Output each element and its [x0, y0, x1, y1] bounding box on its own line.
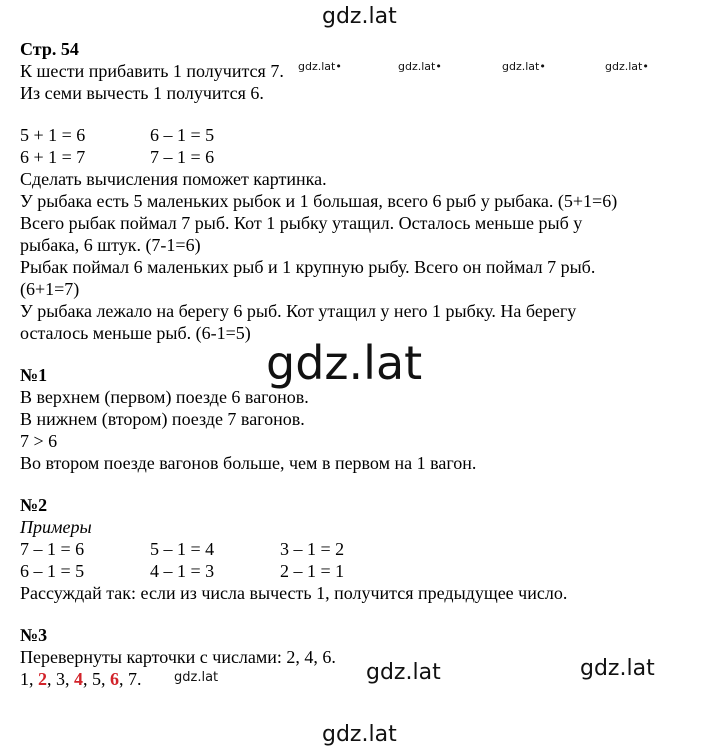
seq-part-red: 4: [74, 669, 83, 689]
task2-subtitle: Примеры: [20, 517, 92, 537]
watermark-small-5: gdz.lat: [174, 670, 219, 685]
text-line: осталось меньше рыб. (6-1=5): [20, 323, 251, 343]
equation: 7 – 1 = 6: [20, 539, 85, 559]
seq-part-red: 6: [110, 669, 119, 689]
text-line: Во втором поезде вагонов больше, чем в первом на 1 вагон.: [20, 453, 477, 473]
equation: 5 – 1 = 4: [150, 539, 215, 559]
text-line: К шести прибавить 1 получится 7.: [20, 61, 284, 81]
watermark-right-mid: gdz.lat: [580, 656, 655, 681]
task1-header: №1: [20, 365, 48, 385]
equation: 2 – 1 = 1: [280, 561, 345, 581]
text-line: Перевернуты карточки с числами: 2, 4, 6.: [20, 647, 336, 667]
task2-header: №2: [20, 495, 48, 515]
watermark-top: gdz.lat: [322, 4, 397, 29]
text-line: Из семи вычесть 1 получится 6.: [20, 83, 264, 103]
equation: 4 – 1 = 3: [150, 561, 215, 581]
text-line: Всего рыбак поймал 7 рыб. Кот 1 рыбку утащил. Осталось меньше рыб у: [20, 213, 583, 233]
text-line: Рыбак поймал 6 маленьких рыб и 1 крупную рыбу. Всего он поймал 7 рыб.: [20, 257, 596, 277]
seq-part-red: 2: [38, 669, 47, 689]
watermark-small-3: gdz.lat•: [502, 60, 546, 73]
number-sequence: [20, 668, 142, 690]
seq-part: , 3,: [47, 669, 74, 689]
watermark-center: gdz.lat: [266, 336, 423, 390]
text-line: У рыбака лежало на берегу 6 рыб. Кот утащил у него 1 рыбку. На берегу: [20, 301, 577, 321]
text-line: (6+1=7): [20, 279, 80, 299]
seq-part: 1,: [20, 669, 38, 689]
page-title: Стр. 54: [20, 39, 79, 59]
equation: 6 – 1 = 5: [150, 125, 215, 145]
text-line: 7 > 6: [20, 431, 58, 451]
watermark-bottom: gdz.lat: [322, 722, 397, 747]
task3-header: №3: [20, 625, 48, 645]
text-line: В верхнем (первом) поезде 6 вагонов.: [20, 387, 309, 407]
equation: 6 – 1 = 5: [20, 561, 85, 581]
equation: 5 + 1 = 6: [20, 125, 86, 145]
seq-part: , 7.: [119, 669, 142, 689]
text-line: рыбака, 6 штук. (7-1=6): [20, 235, 201, 255]
equation: 6 + 1 = 7: [20, 147, 86, 167]
watermark-small-2: gdz.lat•: [398, 60, 442, 73]
watermark-small-4: gdz.lat•: [605, 60, 649, 73]
watermark-left-mid: gdz.lat: [366, 660, 441, 685]
equation: 7 – 1 = 6: [150, 147, 215, 167]
text-line: У рыбака есть 5 маленьких рыбок и 1 большая, всего 6 рыб у рыбака. (5+1=6): [20, 191, 618, 211]
text-line: Рассуждай так: если из числа вычесть 1, получится предыдущее число.: [20, 583, 568, 603]
equation: 3 – 1 = 2: [280, 539, 345, 559]
seq-part: , 5,: [83, 669, 110, 689]
text-line: Сделать вычисления поможет картинка.: [20, 169, 327, 189]
text-line: В нижнем (втором) поезде 7 вагонов.: [20, 409, 305, 429]
watermark-small-1: gdz.lat•: [298, 60, 342, 73]
